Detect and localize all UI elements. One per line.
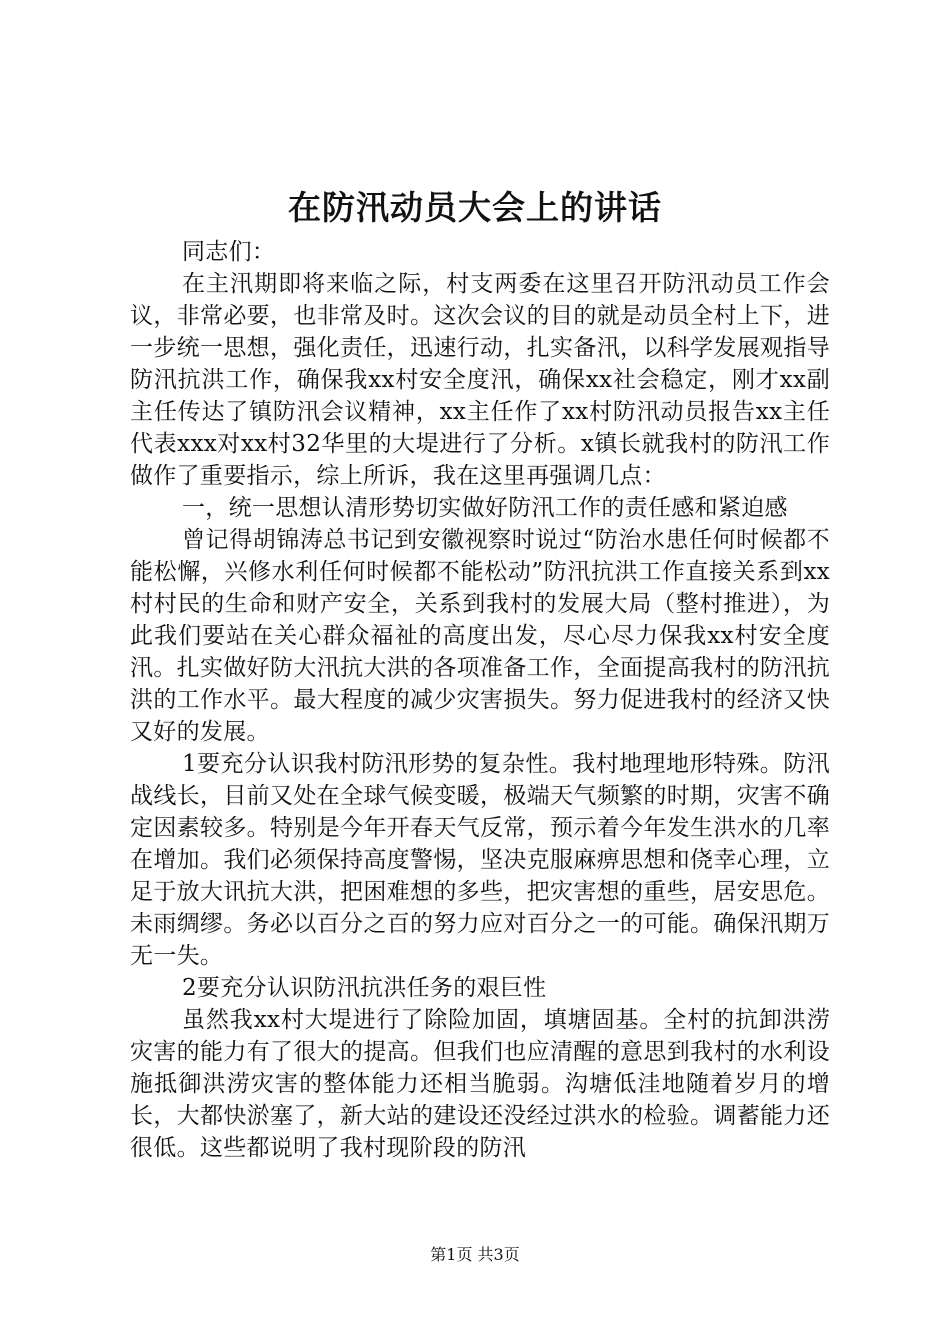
document-body [130, 236, 830, 1164]
paragraph-salutation: 同志们： [182, 239, 276, 265]
document-title: 在防汛动员大会上的讲话 [288, 188, 662, 227]
section-heading-1: 一，统一思想认清形势切实做好防汛工作的责任感和紧迫感 [182, 495, 788, 521]
page-indicator: 第1页 共3页 [430, 1245, 520, 1264]
paragraph-quote: 曾记得胡锦涛总书记到安徽视察时说过“防治水患任何时候都不能松懈，兴修水利任何时候都不能松动”防汛抗洪工作直接关系到xx村村民的生命和财产安全，关系到我村的发展大局（整村推进），为此我们要站在关心群众福祉的高度出发，尽心尽力保我xx村安全度汛。扎实做好防大汛抗大洪的各项准备工作，全面提高我村的防汛抗洪的工作水平。最大程度的减少灾害损失。努力促进我村的经济又快又好的发展。 [130, 527, 830, 745]
paragraph-point-1: 1要充分认识我村防汛形势的复杂性。我村地理地形特殊。防汛战线长，目前又处在全球气候变暖，极端天气频繁的时期，灾害不确定因素较多。特别是今年开春天气反常，预示着今年发生洪水的几率在增加。我们必须保持高度警惕，坚决克服麻痹思想和侥幸心理，立足于放大讯抗大洪，把困难想的多些，把灾害想的重些，居安思危。未雨绸缪。务必以百分之百的努力应对百分之一的可能。确保汛期万无一失。 [130, 751, 830, 969]
paragraph-intro: 在主汛期即将来临之际，村支两委在这里召开防汛动员工作会议，非常必要，也非常及时。这次会议的目的就是动员全村上下，进一步统一思想，强化责任，迅速行动，扎实备汛，以科学发展观指导防汛抗洪工作，确保我xx村安全度汛，确保xx社会稳定，刚才xx副主任传达了镇防汛会议精神，xx主任作了xx村防汛动员报告xx主任代表xxx对xx村32华里的大堤进行了分析。x镇长就我村的防汛工作做作了重要指示，综上所诉，我在这里再强调几点： [130, 271, 830, 489]
paragraph-point-2: 虽然我xx村大堤进行了除险加固，填塘固基。全村的抗卸洪涝灾害的能力有了很大的提高。但我们也应清醒的意思到我村的水利设施抵御洪涝灾害的整体能力还相当脆弱。沟塘低洼地随着岁月的增长，大都快淤塞了，新大站的建设还没经过洪水的检验。调蓄能力还很低。这些都说明了我村现阶段的防汛 [130, 1007, 830, 1161]
subheading-point-2: 2要充分认识防汛抗洪任务的艰巨性 [182, 975, 547, 1001]
